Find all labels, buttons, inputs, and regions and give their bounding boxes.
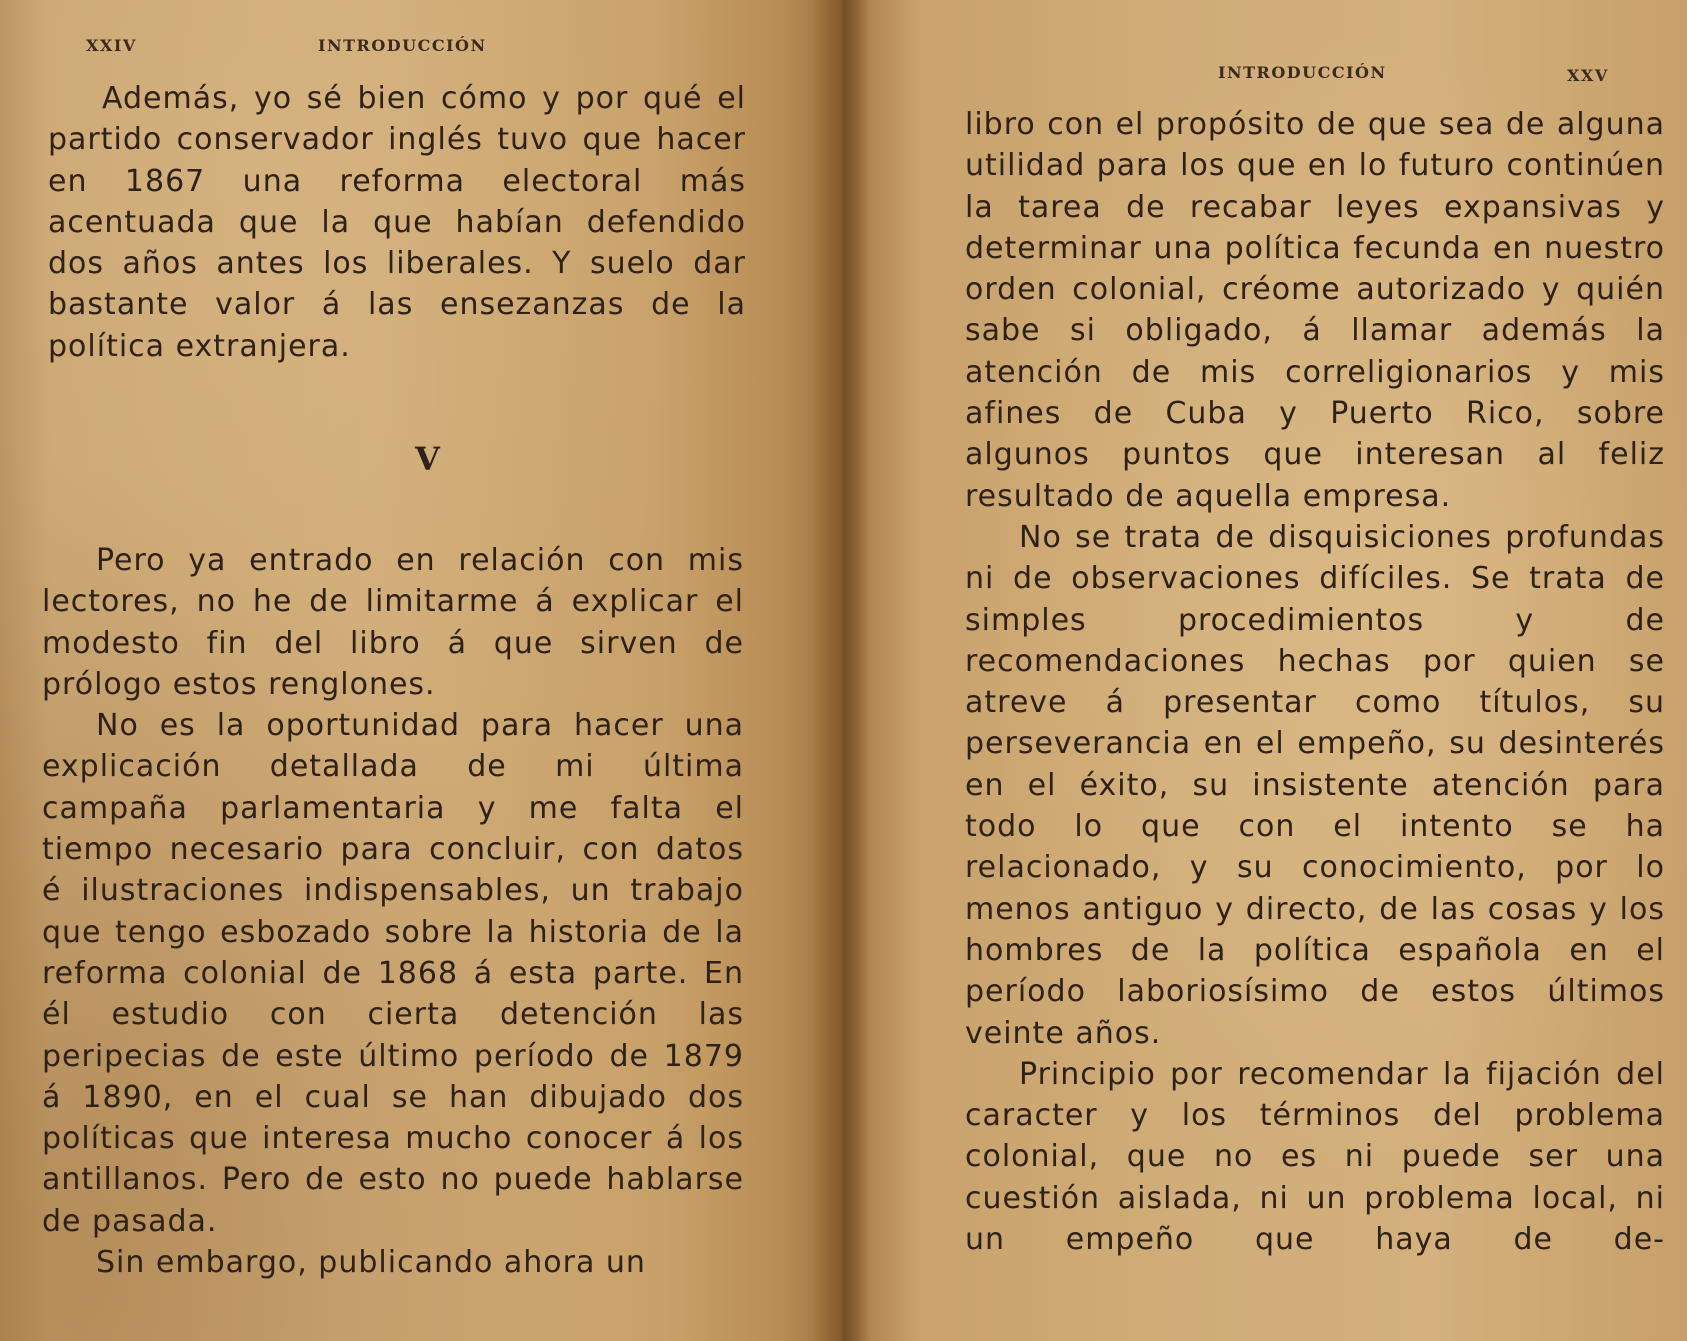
left-running-head: INTRODUCCIÓN: [318, 36, 487, 55]
right-page: [843, 0, 1687, 1341]
right-paragraph-1: libro con el propósito de que sea de alguna utilidad para los que en lo futuro continúen la tarea de recabar leyes expansivas y determinar una política fecunda en nuestro orden colonial, créome autorizado y quién sabe si obligado, á llamar además la atención de mis correligionarios y mis afines de Cuba y Puerto Rico, sobre algunos puntos que interesan al feliz resultado de aquella empresa.: [965, 107, 1665, 514]
left-paragraph-1: Además, yo sé bien cómo y por qué el partido conservador inglés tuvo que hacer en 1867 una reforma electoral más acentuada que la que habían defendido dos años antes los liberales. Y suelo dar bastante valor á las ensezanzas de la política extranjera.: [48, 81, 746, 364]
left-text-bottom: [42, 540, 744, 1283]
left-page: [0, 0, 843, 1341]
right-paragraph-2: No se trata de disquisiciones profundas ni de observaciones difíciles. Se trata de simples procedimientos y de recomendaciones hechas por quien se atreve á presentar como títulos, su perseverancia en el empeño, su desinterés en el éxito, su insistente atención para todo lo que con el intento se ha relacionado, y su conocimiento, por lo menos antiguo y directo, de las cosas y los hombres de la política española en el período laboriosísimo de estos últimos veinte años.: [965, 519, 1665, 1051]
left-page-number: XXIV: [86, 36, 137, 55]
right-paragraph-3: Principio por recomendar la fijación del caracter y los términos del problema colonial, que no es ni puede ser una cuestión aislada, ni un problema local, ni un empeño que haya de de-: [965, 1056, 1665, 1258]
section-heading: V: [415, 440, 440, 478]
right-running-head: INTRODUCCIÓN: [1218, 63, 1387, 82]
left-paragraph-4: Sin embargo, publicando ahora un: [96, 1245, 646, 1281]
gutter-shadow: [812, 0, 872, 1341]
right-page-number: XXV: [1567, 66, 1609, 85]
left-paragraph-3: No es la oportunidad para hacer una explicación detallada de mi última campaña parlamentaria y me falta el tiempo necesario para concluir, con datos é ilustraciones indispensables, un trabajo que tengo esbozado sobre la historia de la reforma colonial de 1868 á esta parte. En él estudio con cierta detención las peripecias de este último período de 1879 á 1890, en el cual se han dibujado dos políticas que interesa mucho conocer á los antillanos. Pero de esto no puede hablarse de pasada.: [42, 708, 744, 1239]
right-text: [965, 104, 1665, 1260]
left-text-top: [48, 78, 746, 367]
left-paragraph-2: Pero ya entrado en relación con mis lectores, no he de limitarme á explicar el modesto fin del libro á que sirven de prólogo estos renglones.: [42, 543, 744, 702]
